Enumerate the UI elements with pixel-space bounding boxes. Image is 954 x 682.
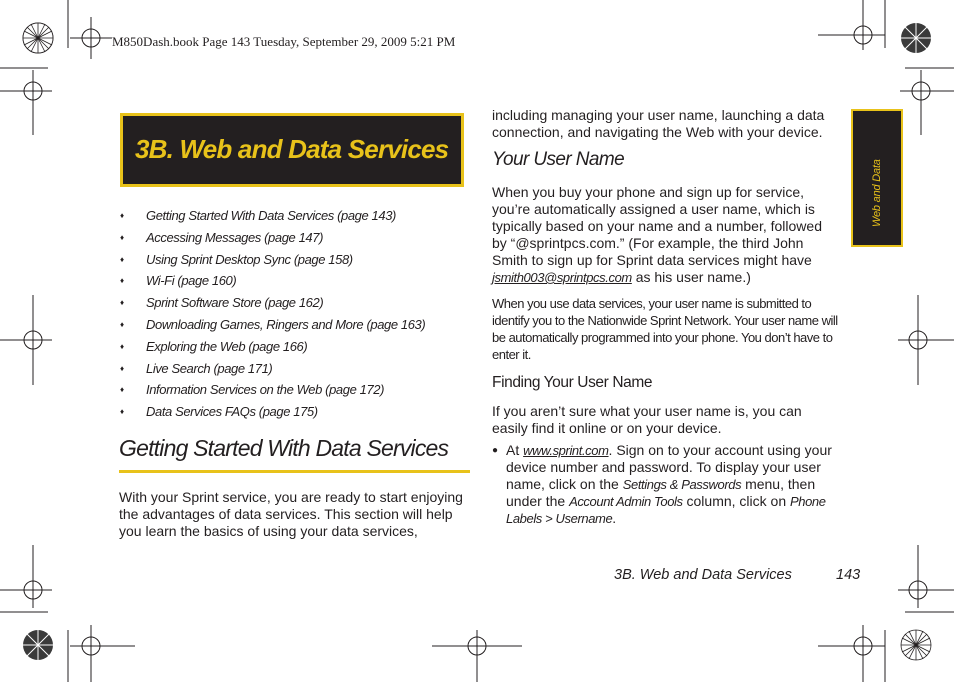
page-number: 143 xyxy=(836,567,861,583)
side-tab-label: Web and Data xyxy=(871,159,883,227)
finding-bullet-text-3: column, click on xyxy=(682,493,790,509)
toc-bullet: ♦ xyxy=(120,254,124,264)
settings-passwords-menu: Settings & Passwords xyxy=(622,477,742,492)
section-toc xyxy=(120,205,460,423)
finding-bullet-end: . xyxy=(612,510,617,526)
toc-item[interactable] xyxy=(120,249,460,271)
toc-bullet: ♦ xyxy=(120,319,124,329)
toc-item-label: Live Search (page 171) xyxy=(146,360,273,376)
finding-user-name-heading: Finding Your User Name xyxy=(492,374,653,391)
toc-bullet: ♦ xyxy=(120,385,124,395)
heading-rule xyxy=(119,470,470,473)
toc-bullet: ♦ xyxy=(120,211,124,220)
finding-bullet-item xyxy=(506,442,846,527)
footer-section-name: 3B. Web and Data Services xyxy=(614,567,792,583)
getting-started-heading: Getting Started With Data Services xyxy=(119,435,449,461)
section-title-box xyxy=(120,113,464,187)
toc-item-label: Information Services on the Web (page 172) xyxy=(146,382,385,398)
toc-item[interactable] xyxy=(120,379,460,401)
toc-item[interactable] xyxy=(120,205,460,227)
account-admin-tools-column: Account Admin Tools xyxy=(569,494,683,509)
toc-bullet: ♦ xyxy=(120,298,124,308)
user-name-para-1-end: as his user name.) xyxy=(631,269,751,285)
print-header: M850Dash.book Page 143 Tuesday, September 29, 2009 5:21 PM xyxy=(112,34,456,49)
toc-item-label: Data Services FAQs (page 175) xyxy=(146,404,318,420)
toc-item[interactable] xyxy=(120,292,460,314)
section-title: 3B. Web and Data Services xyxy=(135,134,449,164)
toc-item[interactable] xyxy=(120,270,460,292)
toc-item[interactable] xyxy=(120,401,460,423)
toc-item-label: Downloading Games, Ringers and More (page 163) xyxy=(146,316,426,332)
toc-bullet: ♦ xyxy=(120,363,124,373)
finding-bullet-prefix: At xyxy=(506,442,524,458)
toc-bullet: ♦ xyxy=(120,407,124,417)
sprint-website-link[interactable]: www.sprint.com xyxy=(523,443,609,458)
user-name-para-1-text: When you buy your phone and sign up for service, you’re automatically assigned a user name, which is typically based on your name and a number, followed by “@sprintpcs.com.” (For example, the third John Smith to sign up for Sprint data services might have xyxy=(492,184,822,268)
getting-started-intro-continued: including managing your user name, launching a data connection, and navigating the Web with your device. xyxy=(492,107,825,140)
toc-bullet: ♦ xyxy=(120,276,124,286)
toc-item[interactable] xyxy=(120,336,460,358)
toc-item-label: Sprint Software Store (page 162) xyxy=(146,295,324,311)
toc-item-label: Wi-Fi (page 160) xyxy=(146,273,237,289)
bullet-dot-icon: ● xyxy=(492,445,499,456)
user-name-para-2: When you use data services, your user name is submitted to identify you to the Nationwide Sprint Network. Your user name will be automatically programmed into your phone. You don’t have to enter it. xyxy=(492,296,838,362)
toc-item-label: Exploring the Web (page 166) xyxy=(146,338,308,354)
user-name-heading: Your User Name xyxy=(492,149,625,170)
toc-item-label: Getting Started With Data Services (page 143) xyxy=(146,208,396,223)
phone-labels-username-path: Phone Labels > Username xyxy=(506,494,826,526)
getting-started-intro: With your Sprint service, you are ready to start enjoying the advantages of data services. This section will help you learn the basics of using your data services, xyxy=(119,489,463,539)
toc-item-label: Accessing Messages (page 147) xyxy=(146,229,324,245)
finding-bullet-text-2: menu, then under the xyxy=(506,476,816,509)
toc-bullet: ♦ xyxy=(120,341,124,351)
toc-bullet: ♦ xyxy=(120,232,124,242)
toc-item[interactable] xyxy=(120,358,460,380)
finding-bullet-text-1: . Sign on to your account using your device number and password. To display your user name, click on the xyxy=(506,442,832,492)
toc-item-label: Using Sprint Desktop Sync (page 158) xyxy=(146,251,353,267)
toc-item[interactable] xyxy=(120,314,460,336)
side-tab xyxy=(851,109,903,247)
toc-item[interactable] xyxy=(120,227,460,249)
user-name-para-1 xyxy=(492,184,840,286)
example-email-link[interactable]: jsmith003@sprintpcs.com xyxy=(492,270,632,285)
finding-para: If you aren’t sure what your user name is, you can easily find it online or on your device. xyxy=(492,403,802,436)
